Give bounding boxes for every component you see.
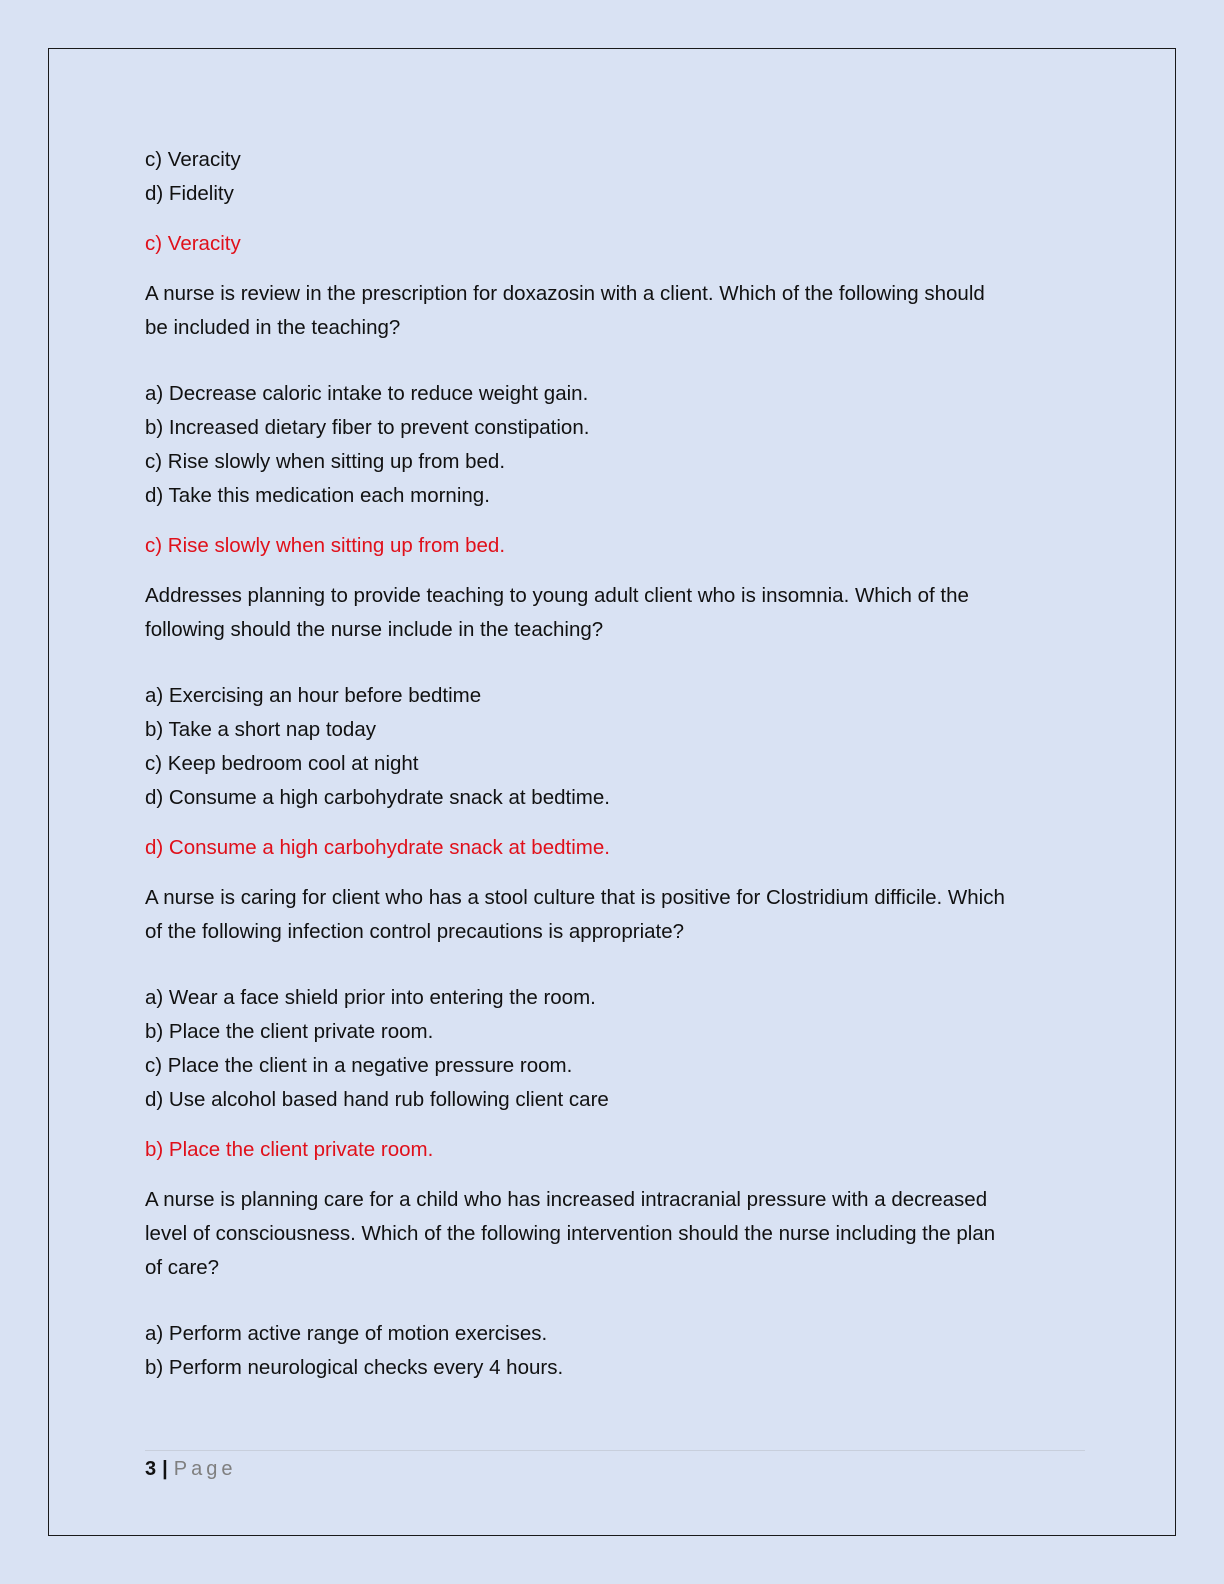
answer-text: b) Place the client private room. xyxy=(145,1138,434,1161)
answer-text: d) Consume a high carbohydrate snack at bedtime. xyxy=(145,836,610,859)
question-line: A nurse is planning care for a child who has increased intracranial pressure with a decreased xyxy=(145,1188,988,1211)
document-body xyxy=(145,143,1085,1385)
spacer xyxy=(145,1285,1085,1317)
option-text: d) Take this medication each morning. xyxy=(145,484,490,507)
spacer xyxy=(145,865,1085,881)
footer-divider xyxy=(145,1450,1085,1451)
question-text xyxy=(145,1183,1085,1285)
spacer xyxy=(145,815,1085,831)
answer-text: c) Rise slowly when sitting up from bed. xyxy=(145,534,506,557)
spacer xyxy=(145,261,1085,277)
option-text: b) Increased dietary fiber to prevent constipation. xyxy=(145,416,590,439)
question-line: following should the nurse include in the teaching? xyxy=(145,618,604,641)
spacer xyxy=(145,563,1085,579)
answer-text: c) Veracity xyxy=(145,232,241,255)
spacer xyxy=(145,1117,1085,1133)
option-text: a) Perform active range of motion exercises. xyxy=(145,1322,548,1345)
question-line: of care? xyxy=(145,1256,220,1279)
option-text: c) Rise slowly when sitting up from bed. xyxy=(145,450,506,473)
spacer xyxy=(145,647,1085,679)
spacer xyxy=(145,513,1085,529)
option-text: a) Wear a face shield prior into entering the room. xyxy=(145,986,596,1009)
option-text: c) Veracity xyxy=(145,148,241,171)
option-text: a) Decrease caloric intake to reduce weight gain. xyxy=(145,382,589,405)
option-text: b) Perform neurological checks every 4 hours. xyxy=(145,1356,564,1379)
spacer xyxy=(145,1167,1085,1183)
page-label: Page xyxy=(173,1458,237,1480)
footer-separator: | xyxy=(162,1458,168,1480)
question-line: of the following infection control precautions is appropriate? xyxy=(145,920,685,943)
question-line: A nurse is caring for client who has a stool culture that is positive for Clostridium difficile. Which xyxy=(145,886,1005,909)
spacer xyxy=(145,211,1085,227)
question-line: Addresses planning to provide teaching to young adult client who is insomnia. Which of the xyxy=(145,584,969,607)
page-footer xyxy=(145,1454,236,1484)
question-line: level of consciousness. Which of the following intervention should the nurse including the plan xyxy=(145,1222,996,1245)
option-text: b) Place the client private room. xyxy=(145,1020,434,1043)
option-text: d) Use alcohol based hand rub following client care xyxy=(145,1088,609,1111)
option-text: a) Exercising an hour before bedtime xyxy=(145,684,482,707)
option-text: c) Keep bedroom cool at night xyxy=(145,752,419,775)
question-line: be included in the teaching? xyxy=(145,316,401,339)
question-line: A nurse is review in the prescription for doxazosin with a client. Which of the following should xyxy=(145,282,985,305)
spacer xyxy=(145,345,1085,377)
question-text xyxy=(145,277,1085,345)
question-text xyxy=(145,579,1085,647)
page-number: 3 xyxy=(145,1458,157,1480)
option-text: b) Take a short nap today xyxy=(145,718,376,741)
spacer xyxy=(145,949,1085,981)
option-text: d) Consume a high carbohydrate snack at bedtime. xyxy=(145,786,610,809)
option-text: d) Fidelity xyxy=(145,182,234,205)
option-text: c) Place the client in a negative pressure room. xyxy=(145,1054,573,1077)
question-text xyxy=(145,881,1085,949)
